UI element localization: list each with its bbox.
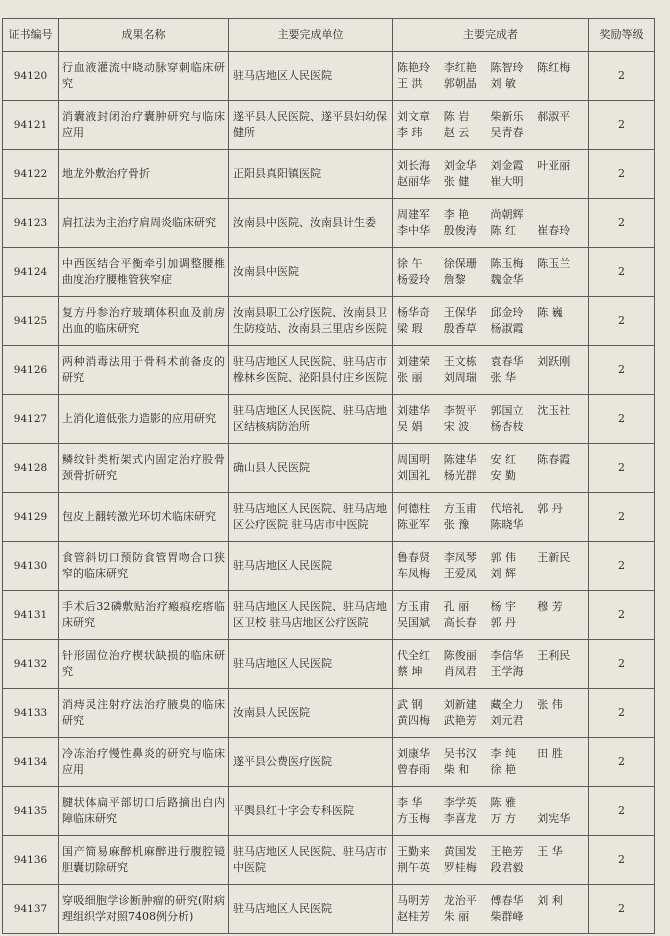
contributor-name: 徐保珊 xyxy=(443,257,477,270)
contributor-name: 陈春霞 xyxy=(537,453,571,466)
contributor-line xyxy=(397,125,584,141)
certificate-number: 94137 xyxy=(3,885,59,934)
contributor-line xyxy=(397,762,584,778)
achievement-name: 地龙外敷治疗骨折 xyxy=(59,150,229,199)
certificate-number: 94133 xyxy=(3,689,59,738)
contributor-name: 孔 丽 xyxy=(443,600,470,613)
contributor-name: 穆 芳 xyxy=(537,600,563,613)
contributor-name: 陈玉梅 xyxy=(490,257,524,270)
contributor-name xyxy=(537,370,584,386)
contributor-name: 殷俊涛 xyxy=(443,224,477,237)
contributor-line xyxy=(397,615,584,631)
achievement-name: 包皮上翻转激光环切术临床研究 xyxy=(59,493,229,542)
contributor-name xyxy=(537,909,584,925)
contributor-name: 朱 丽 xyxy=(443,910,470,923)
table-row xyxy=(3,150,655,199)
contributor-name xyxy=(537,664,584,680)
contributor-name xyxy=(537,615,584,631)
contributor-line xyxy=(397,811,584,827)
contributor-line xyxy=(397,599,584,615)
certificate-number: 94127 xyxy=(3,395,59,444)
achievement-name: 肩扛法为主治疗肩周炎临床研究 xyxy=(59,199,229,248)
contributor-name: 李学英 xyxy=(443,796,477,809)
certificate-number: 94134 xyxy=(3,738,59,787)
achievement-name: 鳞纹针类桁架式内固定治疗股骨颈骨折研究 xyxy=(59,444,229,493)
table-row xyxy=(3,346,655,395)
column-header: 主要完成单位 xyxy=(229,19,393,52)
completing-unit: 驻马店地区人民医院 xyxy=(229,542,393,591)
contributor-name: 赵 云 xyxy=(443,126,470,139)
award-grade: 2 xyxy=(589,444,655,493)
completing-unit: 确山县人民医院 xyxy=(229,444,393,493)
contributor-name: 李 纯 xyxy=(490,747,516,760)
achievement-name: 冷冻治疗慢性鼻炎的研究与临床应用 xyxy=(59,738,229,787)
main-contributors xyxy=(393,689,589,738)
contributor-name: 杨爱玲 xyxy=(397,273,430,286)
table-row xyxy=(3,52,655,101)
contributor-name: 刘康华 xyxy=(397,747,430,760)
contributor-line xyxy=(397,664,584,680)
contributor-name: 王文栋 xyxy=(443,355,477,368)
achievement-name: 腱状体扁平部切口后路摘出白内障临床研究 xyxy=(59,787,229,836)
completing-unit: 驻马店地区人民医院 xyxy=(229,52,393,101)
contributor-line xyxy=(397,321,584,337)
achievement-name: 手术后32磷敷贴治疗瘢痕疙瘩临床研究 xyxy=(59,591,229,640)
contributor-name: 刘建华 xyxy=(397,404,430,417)
certificate-number: 94125 xyxy=(3,297,59,346)
certificate-number: 94130 xyxy=(3,542,59,591)
contributor-name: 陈艳玲 xyxy=(397,61,430,74)
award-grade: 2 xyxy=(589,101,655,150)
award-grade: 2 xyxy=(589,787,655,836)
contributor-line xyxy=(397,403,584,419)
award-table xyxy=(2,18,655,934)
contributor-name: 曾春雨 xyxy=(397,763,430,776)
contributor-name: 李 玮 xyxy=(397,126,423,139)
contributor-name: 郝淑平 xyxy=(537,110,571,123)
contributor-line xyxy=(397,223,584,239)
certificate-number: 94122 xyxy=(3,150,59,199)
contributor-name: 罗桂梅 xyxy=(443,861,477,874)
completing-unit: 驻马店地区人民医院、驻马店地区结核病防治所 xyxy=(229,395,393,444)
contributor-name xyxy=(537,713,584,729)
contributor-name: 何德柱 xyxy=(397,502,430,515)
award-grade: 2 xyxy=(589,52,655,101)
award-grade: 2 xyxy=(589,493,655,542)
contributor-name: 柴 和 xyxy=(443,763,470,776)
contributor-name: 方玉梅 xyxy=(397,812,430,825)
contributor-name: 吴书汉 xyxy=(443,747,477,760)
main-contributors xyxy=(393,346,589,395)
contributor-line xyxy=(397,909,584,925)
contributor-name: 柴新乐 xyxy=(490,110,524,123)
contributor-name: 王 华 xyxy=(537,845,563,858)
contributor-line xyxy=(397,109,584,125)
contributor-line xyxy=(397,158,584,174)
contributor-name: 马明芳 xyxy=(397,894,430,907)
contributor-name: 鲁春贤 xyxy=(397,551,430,564)
contributor-name: 王新民 xyxy=(537,551,571,564)
award-grade: 2 xyxy=(589,346,655,395)
contributor-line xyxy=(397,795,584,811)
achievement-name: 消囊液封闭治疗囊肿研究与临床应用 xyxy=(59,101,229,150)
contributor-name: 王学海 xyxy=(490,665,524,678)
contributor-line xyxy=(397,419,584,435)
contributor-name: 陈 巍 xyxy=(537,306,563,319)
contributor-line xyxy=(397,713,584,729)
contributor-name xyxy=(537,860,584,876)
main-contributors xyxy=(393,52,589,101)
table-row xyxy=(3,444,655,493)
contributor-name: 陈玉兰 xyxy=(537,257,571,270)
main-contributors xyxy=(393,297,589,346)
contributor-name: 袁春华 xyxy=(490,355,524,368)
contributor-name: 郭 伟 xyxy=(490,551,516,564)
table-row xyxy=(3,591,655,640)
contributor-name xyxy=(537,419,584,435)
contributor-name: 赵丽华 xyxy=(397,175,430,188)
contributor-name: 代全红 xyxy=(397,649,430,662)
contributor-line xyxy=(397,697,584,713)
contributor-name: 李信华 xyxy=(490,649,524,662)
table-header-row xyxy=(3,19,655,52)
contributor-name: 黄四梅 xyxy=(397,714,430,727)
main-contributors xyxy=(393,248,589,297)
table-row xyxy=(3,199,655,248)
certificate-number: 94128 xyxy=(3,444,59,493)
contributor-name: 刘跃刚 xyxy=(537,355,571,368)
achievement-name: 行血液灌流中晓动脉穿刺临床研究 xyxy=(59,52,229,101)
completing-unit: 驻马店地区人民医院、驻马店地区卫校 驻马店地区公疗医院 xyxy=(229,591,393,640)
table-body xyxy=(3,52,655,934)
certificate-number: 94131 xyxy=(3,591,59,640)
contributor-name: 刘建荣 xyxy=(397,355,430,368)
contributor-name: 邱金玲 xyxy=(490,306,524,319)
contributor-line xyxy=(397,844,584,860)
contributor-name xyxy=(537,321,584,337)
contributor-name: 蔡 坤 xyxy=(397,665,423,678)
achievement-name: 穿吸细胞学诊断肿瘤的研究(附病理组织学对照7408例分析) xyxy=(59,885,229,934)
main-contributors xyxy=(393,150,589,199)
contributor-name: 黄国发 xyxy=(443,845,477,858)
achievement-name: 国产简易麻醉机麻醉进行腹腔镜胆囊切除研究 xyxy=(59,836,229,885)
contributor-name: 詹黎 xyxy=(443,273,466,286)
contributor-name: 刘长海 xyxy=(397,159,430,172)
contributor-name xyxy=(537,125,584,141)
main-contributors xyxy=(393,836,589,885)
contributor-name: 梁 瑕 xyxy=(397,322,423,335)
main-contributors xyxy=(393,738,589,787)
column-header: 主要完成者 xyxy=(393,19,589,52)
contributor-name xyxy=(537,795,584,811)
column-header: 证书编号 xyxy=(3,19,59,52)
certificate-number: 94126 xyxy=(3,346,59,395)
contributor-name: 李凤琴 xyxy=(443,551,477,564)
completing-unit: 驻马店地区人民医院 xyxy=(229,640,393,689)
award-grade: 2 xyxy=(589,395,655,444)
contributor-name: 尚朝辉 xyxy=(490,208,524,221)
contributor-line xyxy=(397,370,584,386)
contributor-name: 陈亚军 xyxy=(397,518,430,531)
contributor-line xyxy=(397,501,584,517)
contributor-name: 李 华 xyxy=(397,796,423,809)
contributor-name: 陈 红 xyxy=(490,224,516,237)
certificate-number: 94129 xyxy=(3,493,59,542)
contributor-name: 李中华 xyxy=(397,224,430,237)
contributor-name: 杨华奇 xyxy=(397,306,430,319)
contributor-line xyxy=(397,517,584,533)
completing-unit: 驻马店地区人民医院、驻马店市中医院 xyxy=(229,836,393,885)
contributor-line xyxy=(397,893,584,909)
contributor-name: 周国明 xyxy=(397,453,430,466)
contributor-name: 傅春华 xyxy=(490,894,524,907)
contributor-name: 刘周瑞 xyxy=(443,371,477,384)
contributor-name: 王 洪 xyxy=(397,77,423,90)
award-grade: 2 xyxy=(589,542,655,591)
certificate-number: 94132 xyxy=(3,640,59,689)
contributor-name: 王爱凤 xyxy=(443,567,477,580)
contributor-name: 柴群峰 xyxy=(490,910,524,923)
completing-unit: 汝南县职工公疗医院、汝南县卫生防疫站、汝南县三里店乡医院 xyxy=(229,297,393,346)
contributor-name: 代培礼 xyxy=(490,502,524,515)
contributor-name: 魏金华 xyxy=(490,273,524,286)
contributor-name: 张 华 xyxy=(490,371,516,384)
contributor-name: 刘国礼 xyxy=(397,469,430,482)
table-row xyxy=(3,493,655,542)
contributor-name: 李红艳 xyxy=(443,61,477,74)
contributor-name: 郭 丹 xyxy=(537,502,563,515)
contributor-name xyxy=(537,272,584,288)
contributor-name xyxy=(537,566,584,582)
contributor-name: 车凤梅 xyxy=(397,567,430,580)
main-contributors xyxy=(393,591,589,640)
contributor-name: 陈建华 xyxy=(443,453,477,466)
contributor-name: 周建军 xyxy=(397,208,430,221)
table-row xyxy=(3,101,655,150)
contributor-name: 李 艳 xyxy=(443,208,470,221)
certificate-number: 94124 xyxy=(3,248,59,297)
contributor-line xyxy=(397,60,584,76)
contributor-name: 崔春玲 xyxy=(537,224,571,237)
contributor-name: 段君毅 xyxy=(490,861,524,874)
contributor-line xyxy=(397,550,584,566)
contributor-name: 叶亚丽 xyxy=(537,159,571,172)
contributor-name: 安 勤 xyxy=(490,469,516,482)
contributor-name: 徐 午 xyxy=(397,257,423,270)
achievement-name: 食管斜切口预防食管胃吻合口狭窄的临床研究 xyxy=(59,542,229,591)
completing-unit: 遂平县人民医院、遂平县妇幼保健所 xyxy=(229,101,393,150)
main-contributors xyxy=(393,395,589,444)
contributor-line xyxy=(397,207,584,223)
main-contributors xyxy=(393,787,589,836)
award-grade: 2 xyxy=(589,836,655,885)
award-grade: 2 xyxy=(589,738,655,787)
contributor-name: 刘文章 xyxy=(397,110,430,123)
award-grade: 2 xyxy=(589,248,655,297)
contributor-name: 刘 辉 xyxy=(490,567,516,580)
contributor-name: 郭国立 xyxy=(490,404,524,417)
main-contributors xyxy=(393,640,589,689)
contributor-name: 沈玉社 xyxy=(537,404,571,417)
table-row xyxy=(3,542,655,591)
contributor-line xyxy=(397,76,584,92)
main-contributors xyxy=(393,199,589,248)
contributor-name: 刘宪华 xyxy=(537,812,571,825)
contributor-name xyxy=(537,207,584,223)
table-row xyxy=(3,297,655,346)
contributor-name: 王保华 xyxy=(443,306,477,319)
contributor-name: 王利民 xyxy=(537,649,571,662)
contributor-name: 刘 敏 xyxy=(490,77,516,90)
table-row xyxy=(3,836,655,885)
table-row xyxy=(3,689,655,738)
contributor-line xyxy=(397,174,584,190)
contributor-name: 藏全力 xyxy=(490,698,524,711)
contributor-name: 吴 娟 xyxy=(397,420,423,433)
table-row xyxy=(3,248,655,297)
contributor-name: 肖凤君 xyxy=(443,665,477,678)
certificate-number: 94123 xyxy=(3,199,59,248)
contributor-name: 陈俊丽 xyxy=(443,649,477,662)
contributor-name: 吴国斌 xyxy=(397,616,430,629)
contributor-name: 郭朝晶 xyxy=(443,77,477,90)
contributor-name: 陈 雅 xyxy=(490,796,516,809)
contributor-name xyxy=(537,517,584,533)
award-grade: 2 xyxy=(589,199,655,248)
contributor-line xyxy=(397,566,584,582)
contributor-name: 荆午英 xyxy=(397,861,430,874)
main-contributors xyxy=(393,885,589,934)
achievement-name: 针形固位治疗楔状缺损的临床研究 xyxy=(59,640,229,689)
completing-unit: 平舆县红十字会专科医院 xyxy=(229,787,393,836)
award-grade: 2 xyxy=(589,885,655,934)
completing-unit: 正阳县真阳镇医院 xyxy=(229,150,393,199)
main-contributors xyxy=(393,542,589,591)
contributor-line xyxy=(397,648,584,664)
contributor-name: 王勤来 xyxy=(397,845,430,858)
table-row xyxy=(3,885,655,934)
contributor-line xyxy=(397,305,584,321)
contributor-name: 武艳芳 xyxy=(443,714,477,727)
contributor-name: 刘新建 xyxy=(443,698,477,711)
completing-unit: 遂平县公费医疗医院 xyxy=(229,738,393,787)
main-contributors xyxy=(393,444,589,493)
certificate-number: 94121 xyxy=(3,101,59,150)
contributor-line xyxy=(397,746,584,762)
contributor-name: 赵桂芳 xyxy=(397,910,430,923)
column-header: 成果名称 xyxy=(59,19,229,52)
certificate-number: 94120 xyxy=(3,52,59,101)
completing-unit: 汝南县人民医院 xyxy=(229,689,393,738)
contributor-name: 陈智玲 xyxy=(490,61,524,74)
contributor-name: 刘金霞 xyxy=(490,159,524,172)
contributor-name: 王艳芳 xyxy=(490,845,524,858)
certificate-number: 94135 xyxy=(3,787,59,836)
contributor-name: 李贺平 xyxy=(443,404,477,417)
contributor-name: 殷香草 xyxy=(443,322,477,335)
contributor-name: 高长春 xyxy=(443,616,477,629)
contributor-name: 李喜龙 xyxy=(443,812,477,825)
award-grade: 2 xyxy=(589,689,655,738)
award-grade: 2 xyxy=(589,297,655,346)
completing-unit: 驻马店地区人民医院、驻马店市橡林乡医院、泌阳县付庄乡医院 xyxy=(229,346,393,395)
contributor-name: 陈红梅 xyxy=(537,61,571,74)
contributor-name: 陈晓华 xyxy=(490,518,524,531)
column-header: 奖励等级 xyxy=(589,19,655,52)
achievement-name: 两种消毒法用于骨科术前备皮的研究 xyxy=(59,346,229,395)
contributor-name: 吴青春 xyxy=(490,126,524,139)
contributor-line xyxy=(397,452,584,468)
contributor-name: 万 方 xyxy=(490,812,516,825)
contributor-line xyxy=(397,272,584,288)
contributor-name: 刘元君 xyxy=(490,714,524,727)
achievement-name: 复方丹参治疗玻璃体积血及前房出血的临床研究 xyxy=(59,297,229,346)
table-row xyxy=(3,738,655,787)
contributor-name: 张 健 xyxy=(443,175,470,188)
completing-unit: 驻马店地区人民医院 xyxy=(229,885,393,934)
contributor-name xyxy=(537,468,584,484)
contributor-name: 张 丽 xyxy=(397,371,423,384)
page-top-margin xyxy=(0,0,670,18)
achievement-name: 上消化道低张力造影的应用研究 xyxy=(59,395,229,444)
contributor-name: 杨淑霞 xyxy=(490,322,524,335)
contributor-name: 安 红 xyxy=(490,453,516,466)
contributor-name xyxy=(537,762,584,778)
award-grade: 2 xyxy=(589,640,655,689)
contributor-name: 宋 波 xyxy=(443,420,470,433)
contributor-name: 陈 岩 xyxy=(443,110,470,123)
certificate-number: 94136 xyxy=(3,836,59,885)
award-grade: 2 xyxy=(589,591,655,640)
achievement-name: 中西医结合平衡牵引加调整腰椎曲度治疗腰椎管狭窄症 xyxy=(59,248,229,297)
contributor-name xyxy=(537,174,584,190)
contributor-name: 方玉甫 xyxy=(397,600,430,613)
contributor-name: 刘 利 xyxy=(537,894,563,907)
completing-unit: 汝南县中医院 xyxy=(229,248,393,297)
contributor-line xyxy=(397,468,584,484)
main-contributors xyxy=(393,493,589,542)
table-row xyxy=(3,640,655,689)
contributor-name: 张 豫 xyxy=(443,518,470,531)
contributor-name: 杨杏枝 xyxy=(490,420,524,433)
contributor-name: 郭 丹 xyxy=(490,616,516,629)
contributor-name xyxy=(537,76,584,92)
main-contributors xyxy=(393,101,589,150)
contributor-name: 方玉甫 xyxy=(443,502,477,515)
contributor-name: 龙治平 xyxy=(443,894,477,907)
completing-unit: 驻马店地区人民医院、驻马店地区公疗医院 驻马店市中医院 xyxy=(229,493,393,542)
contributor-name: 崔大明 xyxy=(490,175,524,188)
achievement-name: 消痔灵注射疗法治疗腋臭的临床研究 xyxy=(59,689,229,738)
contributor-name: 田 胜 xyxy=(537,747,563,760)
contributor-name: 徐 艳 xyxy=(490,763,516,776)
contributor-name: 武 钢 xyxy=(397,698,423,711)
contributor-line xyxy=(397,354,584,370)
award-grade: 2 xyxy=(589,150,655,199)
contributor-name: 刘金华 xyxy=(443,159,477,172)
contributor-name: 杨光群 xyxy=(443,469,477,482)
contributor-name: 杨 宇 xyxy=(490,600,516,613)
contributor-name: 张 伟 xyxy=(537,698,563,711)
completing-unit: 汝南县中医院、汝南县计生委 xyxy=(229,199,393,248)
table-row xyxy=(3,395,655,444)
table-row xyxy=(3,787,655,836)
contributor-line xyxy=(397,256,584,272)
contributor-line xyxy=(397,860,584,876)
